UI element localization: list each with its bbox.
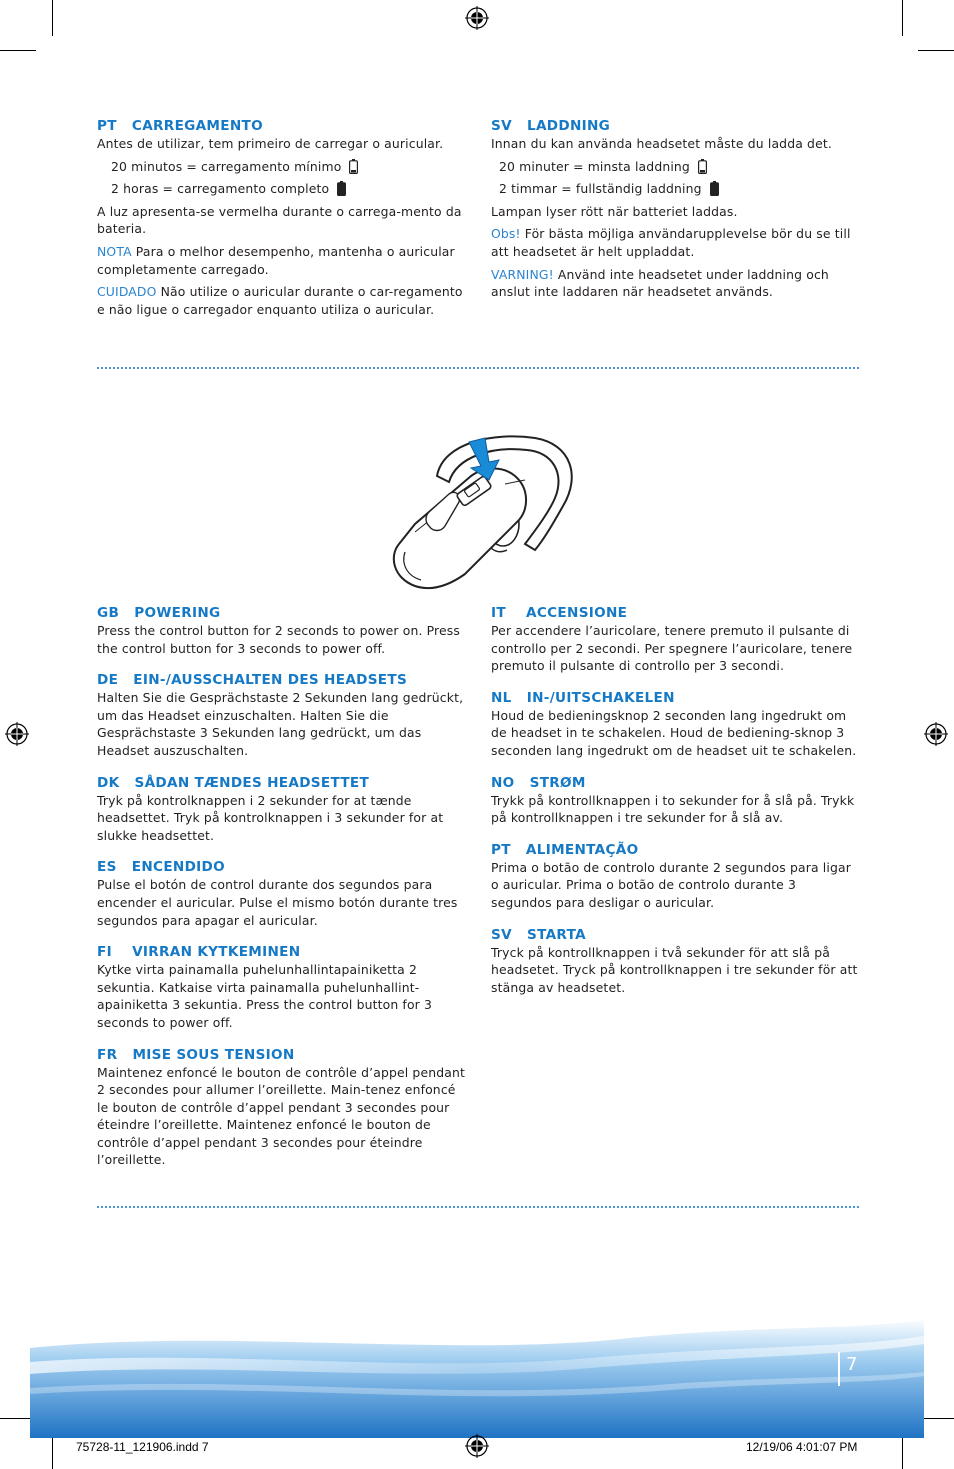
caution-paragraph	[97, 283, 465, 318]
power-section-it	[491, 604, 859, 675]
charge-bullet	[97, 158, 465, 176]
warning-paragraph	[491, 266, 859, 301]
section-heading: SV LADDNING	[491, 118, 611, 134]
body-text: A luz apresenta-se vermelha durante o carrega-mento da bateria.	[97, 203, 462, 237]
bullet-text: 20 minuter = minsta laddning	[499, 158, 690, 174]
section-heading: NL IN-/UITSCHAKELEN	[491, 689, 675, 706]
dotted-divider	[97, 367, 859, 369]
section-heading: PT ALIMENTAÇÃO	[491, 841, 639, 858]
headset-illustration	[385, 428, 581, 596]
note-text: Para o melhor desempenho, mantenha o auricular completamente carregado.	[97, 243, 455, 277]
intro-text: Innan du kan använda headsetet måste du ladda det.	[491, 136, 832, 151]
section-heading: FR MISE SOUS TENSION	[97, 1046, 295, 1063]
section-text: Tryck på kontrollknappen i två sekunder för att slå på headsetet. Tryck på kontrollknappen i tre sekunder för att stänga av headsetet.	[491, 944, 858, 995]
warning-label: VARNING!	[491, 266, 554, 282]
charge-bullet	[491, 158, 859, 176]
bullet-text: 2 timmar = fullständig laddning	[499, 181, 702, 197]
note-label: Obs!	[491, 226, 521, 242]
section-text: Press the control button for 2 seconds to power on. Press the control button for 3 seconds to power off.	[97, 623, 460, 656]
power-section-dk	[97, 774, 465, 845]
registration-mark-icon	[465, 1434, 489, 1458]
registration-mark-icon	[465, 6, 489, 30]
section-text: Kytke virta painamalla puhelunhallintapainiketta 2 sekuntia. Katkaise virta painamalla puhelunhallint-apainiketta 3 sekuntia. Press the control button for 3 seconds to power off.	[97, 962, 433, 1030]
warning-text: Använd inte headsetet under laddning och anslut inte laddaren när headsetet används.	[491, 266, 829, 300]
slug-filename: 75728-11_121906.indd 7	[76, 1440, 209, 1454]
battery-full-icon	[710, 181, 719, 196]
crop-mark	[52, 1433, 53, 1469]
slug-timestamp: 12/19/06 4:01:07 PM	[746, 1440, 858, 1454]
note-paragraph	[97, 243, 465, 278]
charging-section-sv	[491, 117, 859, 306]
note-label: NOTA	[97, 243, 132, 259]
section-heading: IT ACCENSIONE	[491, 605, 628, 621]
power-section-pt	[491, 841, 859, 912]
section-text: Prima o botão de controlo durante 2 segundos para ligar o auricular. Prima o botão de controlo durante 3 segundos para desligar o auricular.	[491, 859, 851, 910]
section-text: Pulse el botón de control durante dos segundos para encender el auricular. Pulse el mismo botón durante tres segundos para apagar el auricular.	[97, 877, 458, 928]
crop-mark	[0, 50, 36, 51]
dotted-divider	[97, 1206, 859, 1208]
section-heading: DK SÅDAN TÆNDES HEADSETTET	[97, 774, 370, 791]
section-text: Maintenez enfoncé le bouton de contrôle d’appel pendant 2 secondes pour allumer l’oreillette. Main-tenez enfoncé le bouton de contrôle d’appel pendant 3 secondes pour éteindre l’oreillette. Maintenez enfoncé le bouton de contrôle d’appel pendant 3 secondes pour éteindre l’oreillette.	[97, 1064, 465, 1168]
crop-mark	[52, 0, 53, 36]
crop-mark	[902, 0, 903, 36]
section-text: Halten Sie die Gesprächstaste 2 Sekunden lang gedrückt, um das Headset einzuschalten. Halten Sie die Gesprächstaste 3 Sekunden lang gedrückt, um das Headset auszuschalten.	[97, 690, 464, 758]
power-section-no	[491, 774, 859, 827]
crop-mark	[902, 1433, 903, 1469]
section-text: Trykk på kontrollknappen i to sekunder for å slå på. Trykk på kontrollknappen i tre sekunder for å slå av.	[491, 792, 855, 826]
charging-section-pt	[97, 117, 465, 323]
section-heading: ES ENCENDIDO	[97, 859, 225, 876]
power-section-fi	[97, 943, 465, 1031]
section-heading: GB POWERING	[97, 605, 221, 621]
section-heading: FI VIRRAN KYTKEMINEN	[97, 944, 301, 961]
section-heading: SV STARTA	[491, 926, 586, 943]
page-number-rule	[838, 1352, 840, 1386]
section-text: Tryk på kontrolknappen i 2 sekunder for at tænde headsettet. Tryk på kontrolknappen i 3 sekunder for at slukke headsettet.	[97, 792, 444, 843]
section-heading: PT CARREGAMENTO	[97, 118, 263, 134]
footer-wave-banner	[30, 1318, 924, 1438]
power-section-sv	[491, 926, 859, 997]
powering-left-column	[97, 604, 465, 1169]
registration-mark-icon	[5, 722, 29, 746]
section-text: Per accendere l’auricolare, tenere premuto il pulsante di controllo per 2 secondi. Per spegnere l’auricolare, tenere premuto il pulsante di controllo per 3 secondi.	[491, 623, 853, 674]
battery-low-icon	[349, 159, 358, 174]
power-section-nl	[491, 689, 859, 760]
bullet-text: 2 horas = carregamento completo	[111, 181, 330, 197]
power-section-gb	[97, 604, 465, 657]
intro-text: Antes de utilizar, tem primeiro de carregar o auricular.	[97, 136, 444, 151]
section-heading: NO STRØM	[491, 774, 586, 791]
note-paragraph	[491, 225, 859, 260]
registration-mark-icon	[924, 722, 948, 746]
charge-bullet	[97, 180, 465, 198]
power-section-fr	[97, 1046, 465, 1170]
battery-full-icon	[337, 181, 346, 196]
caution-text: Não utilize o auricular durante o car-regamento e não ligue o carregador enquanto utiliza o auricular.	[97, 284, 463, 317]
bullet-text: 20 minutos = carregamento mínimo	[111, 158, 342, 174]
charge-bullet	[491, 180, 859, 198]
powering-right-column	[491, 604, 859, 996]
page-number: 7	[846, 1354, 858, 1375]
body-text: Lampan lyser rött när batteriet laddas.	[491, 203, 738, 219]
section-text: Houd de bedieningsknop 2 seconden lang ingedrukt om de headset in te schakelen. Houd de bediening-sknop 3 seconden lang ingedrukt om de headset uit te schakelen.	[491, 707, 857, 758]
caution-label: CUIDADO	[97, 284, 157, 300]
battery-low-icon	[698, 159, 707, 174]
power-section-es	[97, 858, 465, 929]
note-text: För bästa möjliga användarupplevelse bör du se till att headsetet är helt uppladdat.	[491, 226, 851, 259]
section-heading: DE EIN-/AUSSCHALTEN DES HEADSETS	[97, 672, 408, 689]
crop-mark	[918, 50, 954, 51]
power-section-de	[97, 671, 465, 759]
